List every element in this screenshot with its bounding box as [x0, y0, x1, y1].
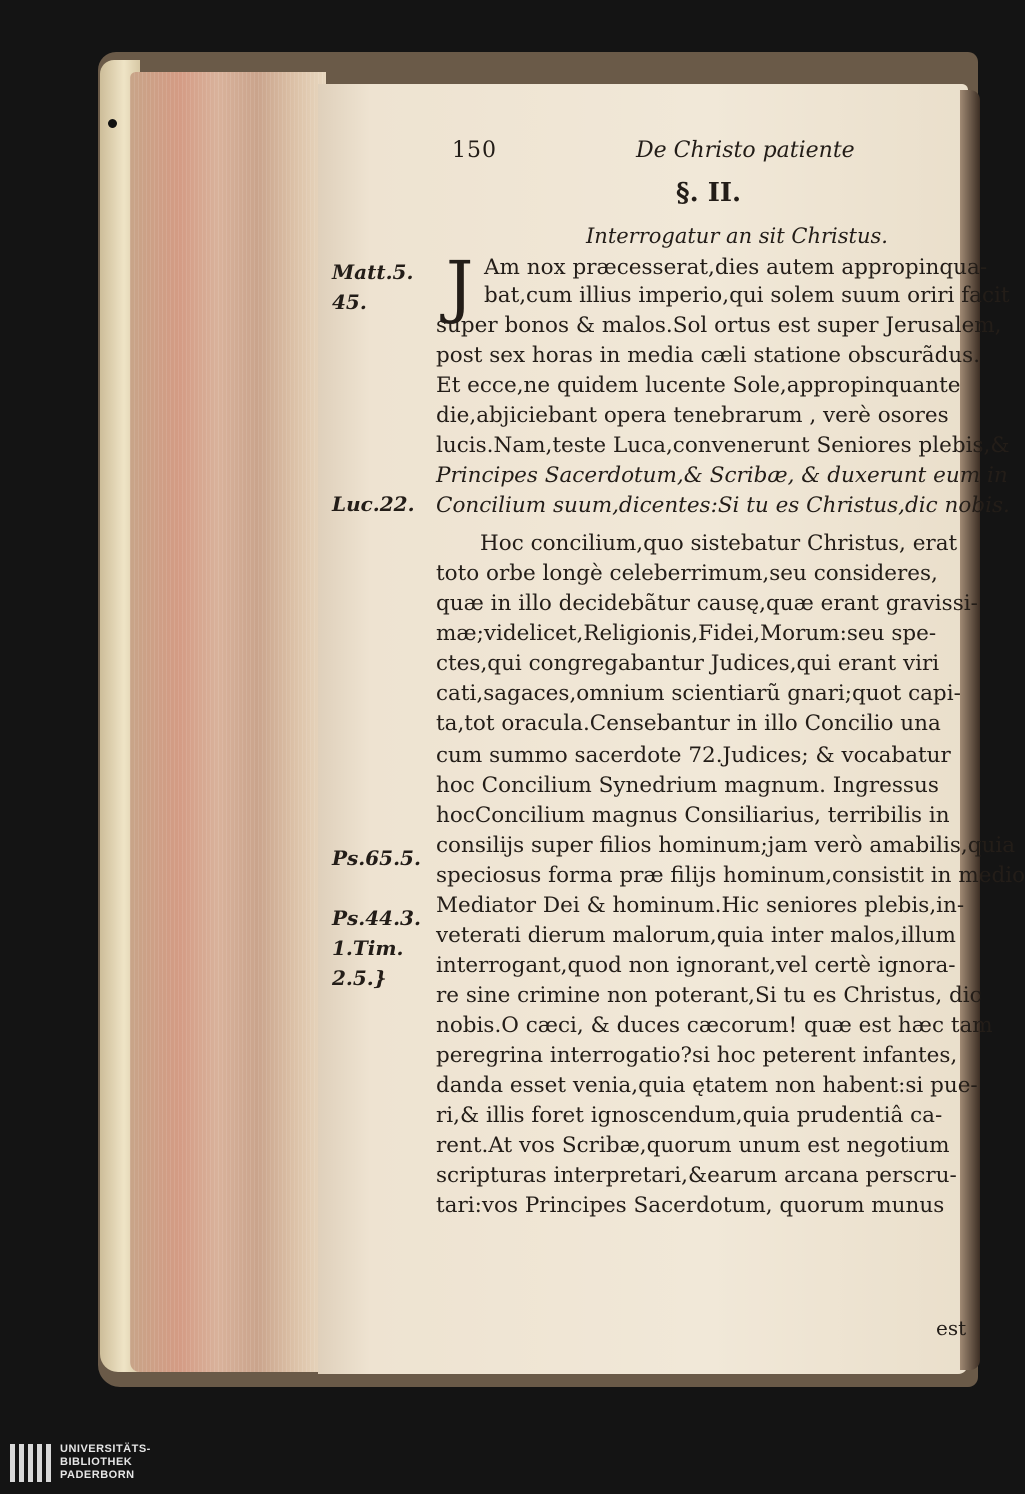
section-mark: §. II.: [676, 178, 742, 208]
margin-note: 45.: [332, 290, 367, 314]
running-title: De Christo patiente: [636, 138, 855, 163]
margin-note: Ps.44.3.: [332, 906, 421, 930]
page-number: 150: [452, 138, 497, 163]
body-line: nobis.O cæci, & duces cæcorum! quæ est hæc tam: [436, 1013, 993, 1038]
body-line: Et ecce,ne quidem lucente Sole,appropinquante: [436, 373, 961, 398]
margin-note: 1.Tim.: [332, 936, 404, 960]
body-line: cum summo sacerdote 72.Judices; & vocabatur: [436, 743, 951, 768]
body-line: mæ;videlicet,Religionis,Fidei,Morum:seu spe-: [436, 621, 937, 646]
body-line: re sine crimine non poterant,Si tu es Christus, dic: [436, 983, 982, 1008]
body-line: speciosus forma præ filijs hominum,consistit in medio: [436, 863, 1025, 888]
body-line: toto orbe longè celeberrimum,seu consideres,: [436, 561, 938, 586]
body-line: hoc Concilium Synedrium magnum. Ingressus: [436, 773, 939, 798]
body-line: ri,& illis foret ignoscendum,quia prudentiâ ca-: [436, 1103, 943, 1128]
section-subtitle: Interrogatur an sit Christus.: [586, 224, 888, 248]
body-line: die,abjiciebant opera tenebrarum , verè osores: [436, 403, 949, 428]
logo-text: [60, 1443, 151, 1482]
body-line: peregrina interrogatio?si hoc peterent infantes,: [436, 1043, 958, 1068]
drop-cap: J: [446, 248, 474, 327]
body-line: super bonos & malos.Sol ortus est super Jerusalem,: [436, 313, 1002, 338]
logo-line-1: UNIVERSITÄTS-: [60, 1443, 151, 1455]
body-line: Mediator Dei & hominum.Hic seniores plebis,in-: [436, 893, 965, 918]
body-line: veterati dierum malorum,quia inter malos,illum: [436, 923, 956, 948]
body-line: consilijs super filios hominum;jam verò amabilis,quia: [436, 833, 1016, 858]
body-line: hocConcilium magnus Consiliarius, terribilis in: [436, 803, 950, 828]
body-line: tari:vos Principes Sacerdotum, quorum munus: [436, 1193, 945, 1218]
catchword: est: [936, 1316, 967, 1340]
body-line: ta,tot oracula.Censebantur in illo Concilio una: [436, 711, 941, 736]
body-line: danda esset venia,quia ętatem non habent:si pue-: [436, 1073, 978, 1098]
logo-line-2: BIBLIOTHEK: [60, 1456, 133, 1468]
body-line: ctes,qui congregabantur Judices,qui erant viri: [436, 651, 940, 676]
body-line: Hoc concilium,quo sistebatur Christus, erat: [480, 531, 958, 556]
margin-note: Ps.65.5.: [332, 846, 421, 870]
library-logo: [8, 1440, 198, 1486]
body-line: Principes Sacerdotum,& Scribæ, & duxerunt eum in: [436, 463, 1008, 488]
body-line: Concilium suum,dicentes:Si tu es Christus,dic nobis.: [436, 493, 1010, 518]
body-line: bat,cum illius imperio,qui solem suum oriri facit: [484, 283, 1010, 308]
margin-note: Luc.22.: [332, 492, 415, 516]
body-line: rent.At vos Scribæ,quorum unum est negotium: [436, 1133, 950, 1158]
body-line: interrogant,quod non ignorant,vel certè ignora-: [436, 953, 956, 978]
body-line: Am nox præcesserat,dies autem appropinqua-: [484, 255, 988, 280]
margin-note: Matt.5.: [332, 260, 414, 284]
margin-note: 2.5.}: [332, 966, 387, 990]
body-line: post sex horas in media cæli statione obscurãdus.: [436, 343, 981, 368]
logo-line-3: PADERBORN: [60, 1469, 135, 1481]
body-line: lucis.Nam,teste Luca,convenerunt Seniores plebis,&: [436, 433, 1010, 458]
body-line: quæ in illo decidebãtur causę,quæ erant gravissi-: [436, 591, 978, 616]
body-line: cati,sagaces,omnium scientiarũ gnari;quot capi-: [436, 681, 961, 706]
body-line: scripturas interpretari,&earum arcana perscru-: [436, 1163, 957, 1188]
